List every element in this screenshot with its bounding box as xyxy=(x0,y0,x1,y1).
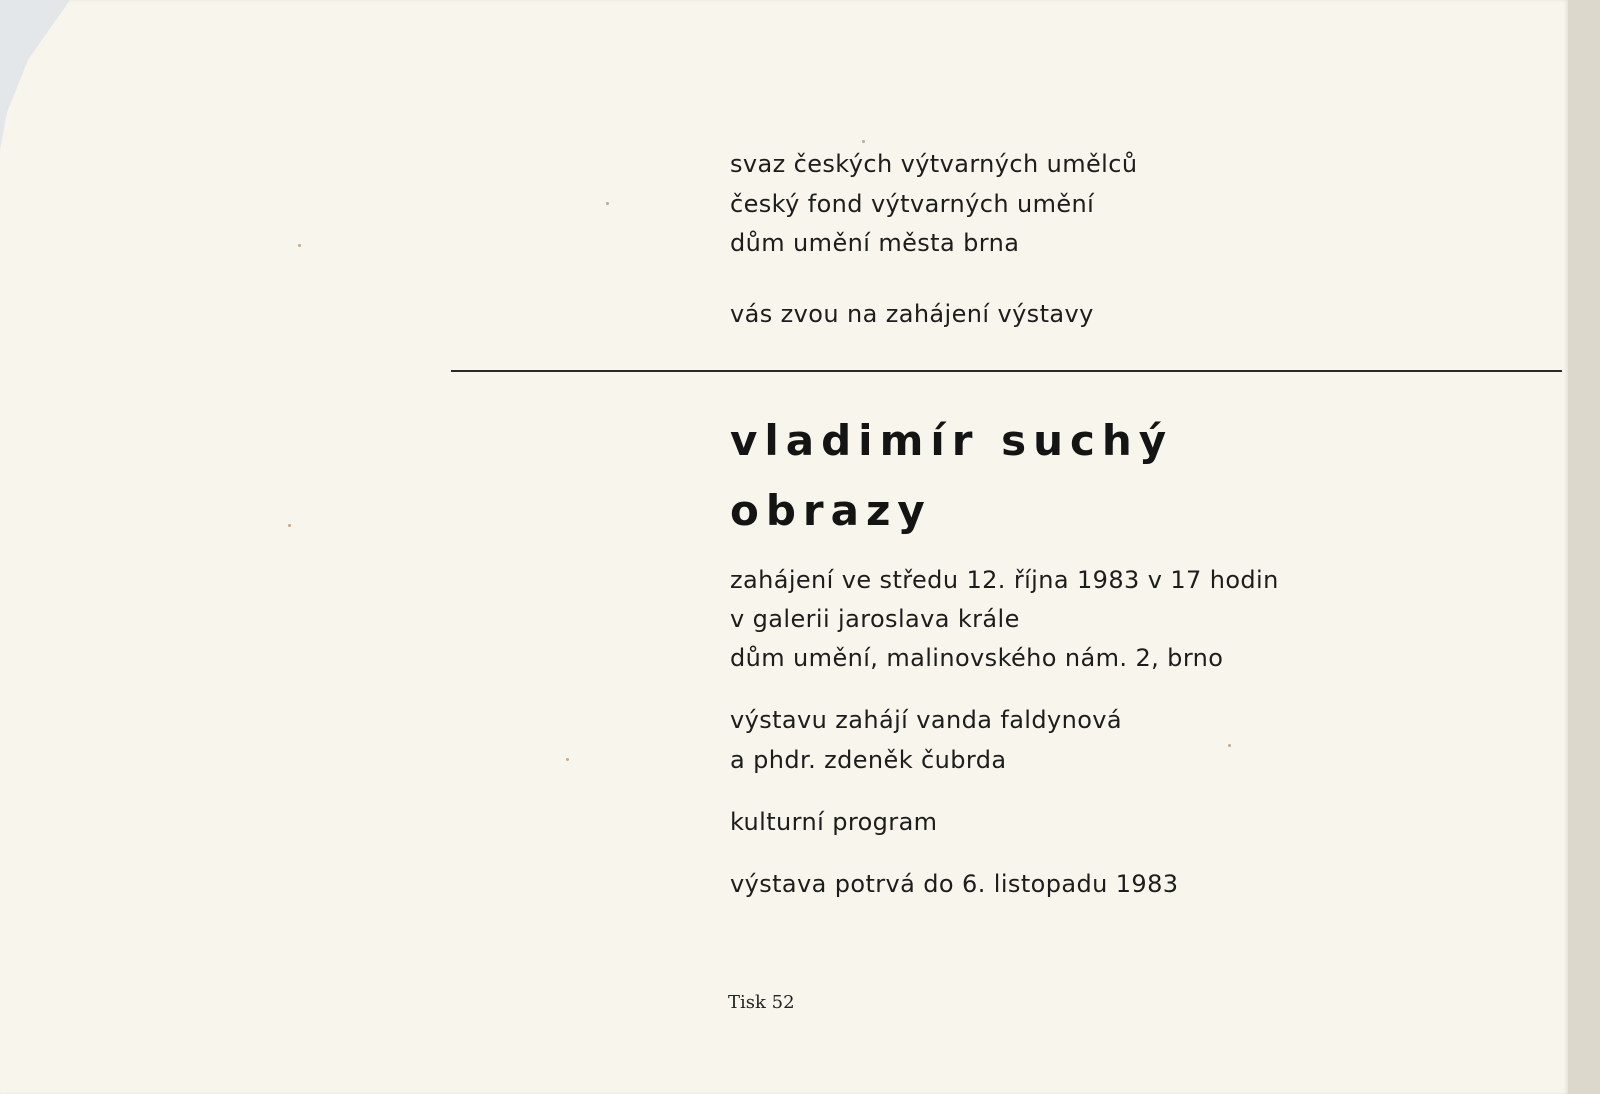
exhibition-title: obrazy xyxy=(730,486,932,535)
program-line: kulturní program xyxy=(730,808,938,836)
artist-name: vladimír suchý xyxy=(730,416,1174,465)
address-line: dům umění, malinovského nám. 2, brno xyxy=(730,644,1224,672)
gallery-line: v galerii jaroslava krále xyxy=(730,605,1020,633)
print-mark: Tisk 52 xyxy=(728,992,795,1013)
organizer-line: svaz českých výtvarných umělců xyxy=(730,150,1138,178)
paper-speck xyxy=(298,244,301,247)
opened-by-line: a phdr. zdeněk čubrda xyxy=(730,746,1007,774)
opened-by-line: výstavu zahájí vanda faldynová xyxy=(730,706,1123,734)
paper-speck xyxy=(1228,744,1231,747)
invitation-line: vás zvou na zahájení výstavy xyxy=(730,300,1094,328)
organizer-line: dům umění města brna xyxy=(730,229,1020,257)
paper-speck xyxy=(862,140,865,143)
duration-line: výstava potrvá do 6. listopadu 1983 xyxy=(730,870,1179,898)
paper-speck xyxy=(606,202,609,205)
divider-rule xyxy=(451,370,1562,372)
paper-speck xyxy=(566,758,569,761)
torn-corner xyxy=(0,0,70,150)
opening-date-line: zahájení ve středu 12. října 1983 v 17 hodin xyxy=(730,566,1279,594)
paper-speck xyxy=(288,524,291,527)
organizer-line: český fond výtvarných umění xyxy=(730,190,1095,218)
